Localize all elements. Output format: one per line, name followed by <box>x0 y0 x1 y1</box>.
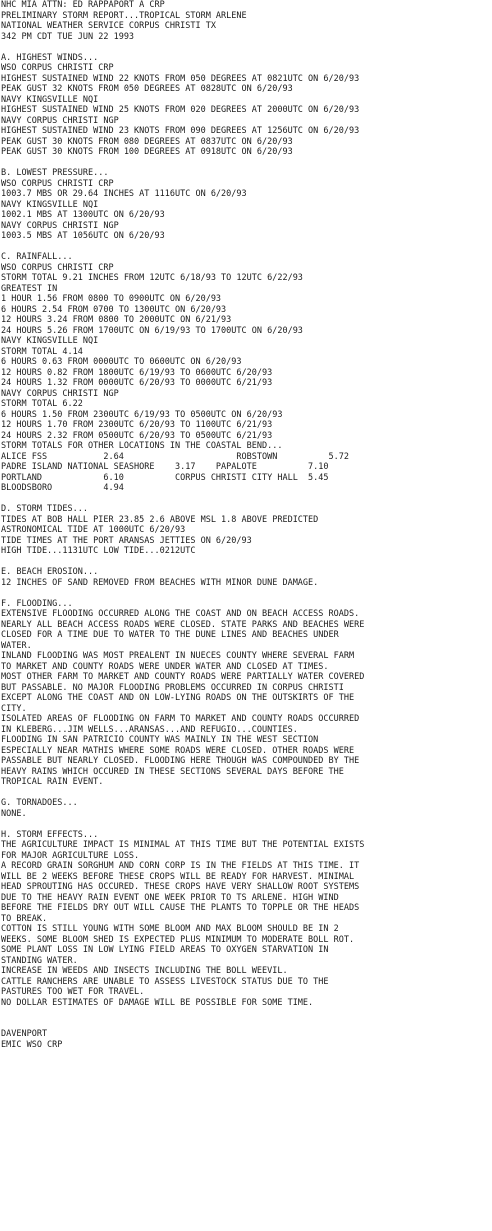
section-line: 12 HOURS 3.24 FROM 0800 TO 2000UTC ON 6/21/93 <box>1 315 232 325</box>
section-line: ALICE FSS 2.64 ROBSTOWN 5.72 <box>1 451 349 462</box>
blank-line <box>1 819 492 830</box>
section-heading: D. STORM TIDES... <box>1 504 88 514</box>
section-line: 6 HOURS 2.54 FROM 0700 TO 1300UTC ON 6/20/93 <box>1 304 227 315</box>
section-line: NO DOLLAR ESTIMATES OF DAMAGE WILL BE POSSIBLE FOR SOME TIME. <box>1 997 314 1008</box>
section-line: 1003.7 MBS OR 29.64 INCHES AT 1116UTC ON 6/20/93 <box>1 189 247 199</box>
section-line: CATTLE RANCHERS ARE UNABLE TO ASSESS LIVESTOCK STATUS DUE TO THE <box>1 976 329 987</box>
section-line: PADRE ISLAND NATIONAL SEASHORE 3.17 PAPALOTE 7.10 <box>1 462 329 472</box>
section-line: EXTENSIVE FLOODING OCCURRED ALONG THE COAST AND ON BEACH ACCESS ROADS. <box>1 609 360 619</box>
section-line: NAVY CORPUS CHRISTI NGP <box>1 220 119 231</box>
section-line: HEAVY RAINS WHICH OCCURED IN THESE SECTIONS SEVERAL DAYS BEFORE THE <box>1 766 344 777</box>
section-line: 6 HOURS 1.50 FROM 2300UTC 6/19/93 TO 0500UTC ON 6/20/93 <box>1 409 283 420</box>
section-line: ESPECIALLY NEAR MATHIS WHERE SOME ROADS WERE CLOSED. OTHER ROADS WERE <box>1 745 355 756</box>
blank-line <box>1 1019 492 1030</box>
section-line: HIGHEST SUSTAINED WIND 22 KNOTS FROM 050 DEGREES AT 0821UTC ON 6/20/93 <box>1 73 360 84</box>
section-line: WSO CORPUS CHRISTI CRP <box>1 262 114 273</box>
section-line: PEAK GUST 30 KNOTS FROM 080 DEGREES AT 0837UTC ON 6/20/93 <box>1 136 293 147</box>
section-line: STORM TOTAL 9.21 INCHES FROM 12UTC 6/18/93 TO 12UTC 6/22/93 <box>1 273 303 283</box>
section-line: 24 HOURS 1.32 FROM 0000UTC 6/20/93 TO 0000UTC 6/21/93 <box>1 378 273 388</box>
section-line: NAVY KINGSVILLE NQI <box>1 199 99 210</box>
section-line: 12 INCHES OF SAND REMOVED FROM BEACHES WITH MINOR DUNE DAMAGE. <box>1 577 319 588</box>
section-line: DUE TO THE HEAVY RAIN EVENT ONE WEEK PRIOR TO TS ARLENE. HIGH WIND <box>1 892 339 903</box>
section-line: WEEKS. SOME BLOOM SHED IS EXPECTED PLUS MINIMUM TO MODERATE BOLL ROT. <box>1 934 355 945</box>
signature-line: EMIC WSO CRP <box>1 1039 63 1050</box>
blank-line <box>1 42 492 53</box>
section-line: NONE. <box>1 808 27 819</box>
section-line: STORM TOTAL 6.22 <box>1 399 83 409</box>
section-line: 12 HOURS 1.70 FROM 2300UTC 6/20/93 TO 1100UTC 6/21/93 <box>1 420 273 430</box>
section-line: 1003.5 MBS AT 1056UTC ON 6/20/93 <box>1 231 165 241</box>
section-line: FLOODING IN SAN PATRICIO COUNTY WAS MAINLY IN THE WEST SECTION <box>1 735 319 745</box>
section-heading: B. LOWEST PRESSURE... <box>1 168 109 178</box>
section-line: BUT PASSABLE. NO MAJOR FLOODING PROBLEMS OCCURRED IN CORPUS CHRISTI <box>1 682 344 693</box>
blank-line <box>1 788 492 799</box>
section-heading: C. RAINFALL... <box>1 252 73 262</box>
section-line: PASSABLE BUT NEARLY CLOSED. FLOODING HERE THOUGH WAS COMPOUNDED BY THE <box>1 756 360 766</box>
section-line: COTTON IS STILL YOUNG WITH SOME BLOOM AND MAX BLOOM SHOULD BE IN 2 <box>1 924 339 934</box>
section-heading: E. BEACH EROSION... <box>1 567 99 577</box>
section-heading: F. FLOODING... <box>1 598 73 609</box>
section-line: IN KLEBERG...JIM WELLS...ARANSAS...AND REFUGIO...COUNTIES. <box>1 724 298 735</box>
section-line: PASTURES TOO WET FOR TRAVEL. <box>1 987 145 997</box>
section-line: STORM TOTALS FOR OTHER LOCATIONS IN THE COASTAL BEND... <box>1 441 283 451</box>
header-line: 342 PM CDT TUE JUN 22 1993 <box>1 31 135 42</box>
section-line: NAVY CORPUS CHRISTI NGP <box>1 115 119 126</box>
section-line: NEARLY ALL BEACH ACCESS ROADS WERE CLOSED. STATE PARKS AND BEACHES WERE <box>1 619 365 630</box>
section-line: ISOLATED AREAS OF FLOODING ON FARM TO MARKET AND COUNTY ROADS OCCURRED <box>1 714 360 724</box>
section-line: SOME PLANT LOSS IN LOW LYING FIELD AREAS TO OXYGEN STARVATION IN <box>1 945 329 955</box>
section-line: MOST OTHER FARM TO MARKET AND COUNTY ROADS WERE PARTIALLY WATER COVERED <box>1 672 365 682</box>
section-line: NAVY CORPUS CHRISTI NGP <box>1 388 119 399</box>
blank-line <box>1 557 492 568</box>
section-line: FOR MAJOR AGRICULTURE LOSS. <box>1 850 140 861</box>
section-line: TO BREAK. <box>1 913 48 924</box>
section-line: 24 HOURS 5.26 FROM 1700UTC ON 6/19/93 TO 1700UTC ON 6/20/93 <box>1 325 303 336</box>
section-line: PORTLAND 6.10 CORPUS CHRISTI CITY HALL 5.45 <box>1 472 329 483</box>
section-line: HIGHEST SUSTAINED WIND 23 KNOTS FROM 090 DEGREES AT 1256UTC ON 6/20/93 <box>1 126 360 136</box>
section-line: STORM TOTAL 4.14 <box>1 346 83 357</box>
section-line: TO MARKET AND COUNTY ROADS WERE UNDER WATER AND CLOSED AT TIMES. <box>1 661 329 672</box>
section-line: CITY. <box>1 703 27 714</box>
section-line: EXCEPT ALONG THE COAST AND ON LOW-LYING ROADS ON THE OUTSKIRTS OF THE <box>1 693 355 703</box>
section-heading: G. TORNADOES... <box>1 798 78 808</box>
section-line: BEFORE THE FIELDS DRY OUT WILL CAUSE THE PLANTS TO TOPPLE OR THE HEADS <box>1 903 360 913</box>
section-heading: A. HIGHEST WINDS... <box>1 52 99 63</box>
section-line: 1 HOUR 1.56 FROM 0800 TO 0900UTC ON 6/20/93 <box>1 294 222 304</box>
section-line: TIDE TIMES AT THE PORT ARANSAS JETTIES ON 6/20/93 <box>1 535 252 546</box>
section-line: WILL BE 2 WEEKS BEFORE THESE CROPS WILL BE READY FOR HARVEST. MINIMAL <box>1 871 355 882</box>
section-line: CLOSED FOR A TIME DUE TO WATER TO THE DUNE LINES AND BEACHES UNDER <box>1 630 339 640</box>
section-line: TIDES AT BOB HALL PIER 23.85 2.6 ABOVE MSL 1.8 ABOVE PREDICTED <box>1 514 319 525</box>
section-line: INCREASE IN WEEDS AND INSECTS INCLUDING THE BOLL WEEVIL. <box>1 966 288 976</box>
section-line: 1002.1 MBS AT 1300UTC ON 6/20/93 <box>1 210 165 220</box>
section-line: 24 HOURS 2.32 FROM 0500UTC 6/20/93 TO 0500UTC 6/21/93 <box>1 430 273 441</box>
section-line: WSO CORPUS CHRISTI CRP <box>1 178 114 189</box>
section-line: HIGH TIDE...1131UTC LOW TIDE...0212UTC <box>1 546 196 556</box>
section-line: PEAK GUST 30 KNOTS FROM 100 DEGREES AT 0918UTC ON 6/20/93 <box>1 147 293 157</box>
section-line: 6 HOURS 0.63 FROM 0000UTC TO 0600UTC ON 6/20/93 <box>1 357 242 367</box>
signature-line: DAVENPORT <box>1 1029 48 1039</box>
section-heading: H. STORM EFFECTS... <box>1 829 99 840</box>
section-line: NAVY KINGSVILLE NQI <box>1 94 99 105</box>
section-line: BLOODSBORO 4.94 <box>1 483 124 493</box>
section-line: INLAND FLOODING WAS MOST PREALENT IN NUECES COUNTY WHERE SEVERAL FARM <box>1 651 355 661</box>
section-line: HEAD SPROUTING HAS OCCURED. THESE CROPS HAVE VERY SHALLOW ROOT SYSTEMS <box>1 882 360 892</box>
section-line: 12 HOURS 0.82 FROM 1800UTC 6/19/93 TO 0600UTC 6/20/93 <box>1 367 273 378</box>
blank-line <box>1 158 492 169</box>
section-line: TROPICAL RAIN EVENT. <box>1 777 104 787</box>
section-line: WSO CORPUS CHRISTI CRP <box>1 63 114 73</box>
blank-line <box>1 494 492 505</box>
section-line: NAVY KINGSVILLE NQI <box>1 336 99 346</box>
blank-line <box>1 1008 492 1019</box>
blank-line <box>1 242 492 253</box>
section-line: HIGHEST SUSTAINED WIND 25 KNOTS FROM 020 DEGREES AT 2000UTC ON 6/20/93 <box>1 105 360 115</box>
section-line: GREATEST IN <box>1 283 58 294</box>
section-line: ASTRONOMICAL TIDE AT 1000UTC 6/20/93 <box>1 525 186 535</box>
header-line: NATIONAL WEATHER SERVICE CORPUS CHRISTI TX <box>1 21 216 31</box>
header-line: PRELIMINARY STORM REPORT...TROPICAL STORM ARLENE <box>1 10 247 21</box>
section-line: THE AGRICULTURE IMPACT IS MINIMAL AT THIS TIME BUT THE POTENTIAL EXISTS <box>1 840 365 850</box>
section-line: WATER. <box>1 640 32 651</box>
section-line: STANDING WATER. <box>1 955 78 966</box>
section-line: A RECORD GRAIN SORGHUM AND CORN CORP IS IN THE FIELDS AT THIS TIME. IT <box>1 861 360 871</box>
blank-line <box>1 588 492 599</box>
section-line: PEAK GUST 32 KNOTS FROM 050 DEGREES AT 0828UTC ON 6/20/93 <box>1 84 293 94</box>
header-line: NHC MIA ATTN: ED RAPPAPORT A CRP <box>1 0 165 10</box>
